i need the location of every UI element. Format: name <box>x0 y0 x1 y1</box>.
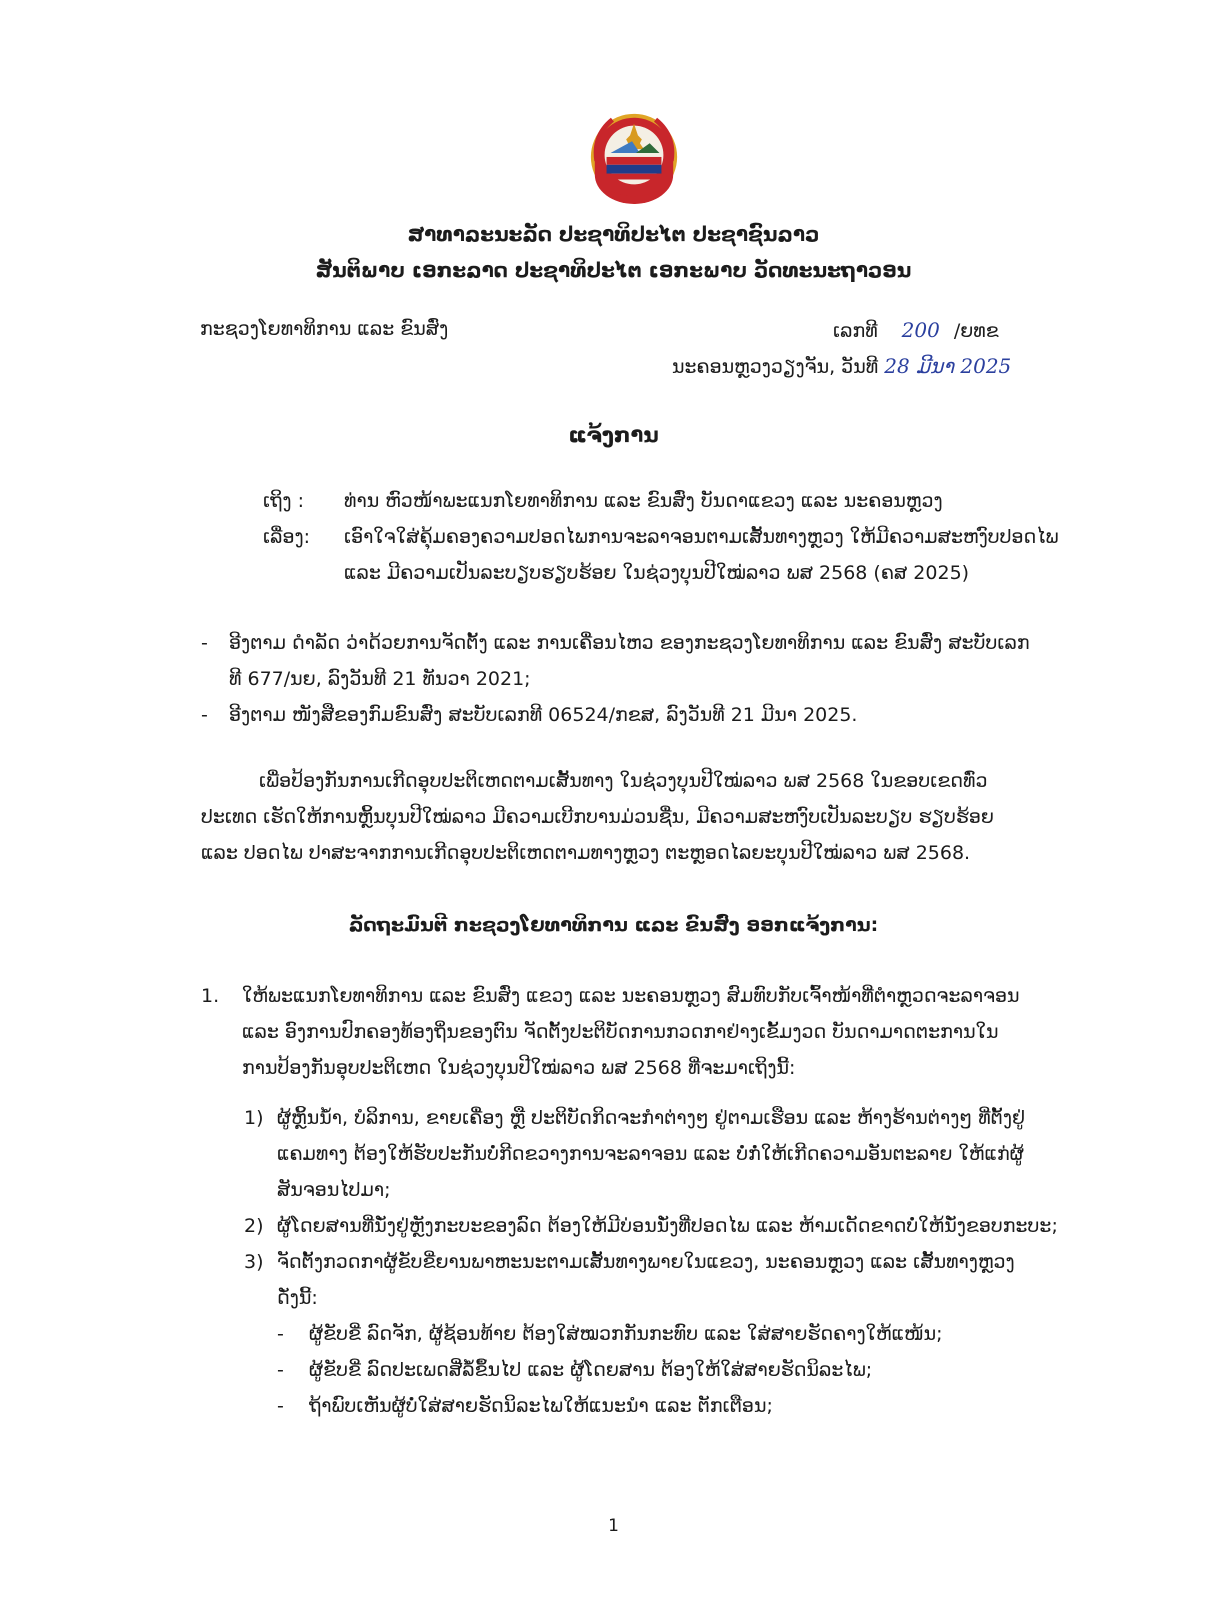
purpose-line-3: ແລະ ປອດໄພ ປາສະຈາກການເກີດອຸບປະຕິເຫດຕາມທາງຫຼວງ ຕະຫຼອດໄລຍະບຸນປີໃໝ່ລາວ ພສ 2568. <box>201 842 971 864</box>
bullet-1-text: ຜູ້ຂັບຂີ່ ລົດຈັກ, ຜູ້ຊ້ອນທ້າຍ ຕ້ອງໃສ່ໝວກກັນກະທົບ ແລະ ໃສ່ສາຍຮັດຄາງໃຫ້ແໜ້ນ; <box>309 1323 943 1345</box>
reference-1-line-2: ທີ 677/ນຍ, ລົງວັນທີ 21 ທັນວາ 2021; <box>229 668 531 690</box>
subitem-2-number: 2) <box>244 1215 264 1237</box>
subitem-1-number: 1) <box>244 1107 264 1129</box>
reference-2-line-1: ອີງຕາມ ໜັງສືຂອງກົມຂົນສົ່ງ ສະບັບເລກທີ 06524/ກຂສ, ລົງວັນທີ 21 ມີນາ 2025. <box>229 704 858 726</box>
decree-line: ລັດຖະມົນຕີ ກະຊວງໂຍທາທິການ ແລະ ຂົນສົ່ງ ອອກແຈ້ງການ: <box>348 914 879 936</box>
subject-line-2: ແລະ ມີຄວາມເປັນລະບຽບຮຽບຮ້ອຍ ໃນຊ່ວງບຸນປີໃໝ່ລາວ ພສ 2568 (ຄສ 2025) <box>344 562 970 584</box>
subitem-1-line-2: ແຄມທາງ ຕ້ອງໃຫ້ຮັບປະກັນບໍ່ກີດຂວາງການຈະລາຈອນ ແລະ ບໍ່ກໍ່ໃຫ້ເກີດຄວາມອັນຕະລາຍ ໃຫ້ແກ່ຜູ້ <box>277 1143 1024 1165</box>
subitem-3-line-1: ຈັດຕັ້ງກວດກາຜູ້ຂັບຂີ່ຍານພາຫະນະຕາມເສັ້ນທາງພາຍໃນແຂວງ, ນະຄອນຫຼວງ ແລະ ເສັ້ນທາງຫຼວງ <box>277 1251 1015 1273</box>
reference-number <box>833 318 999 342</box>
document-title: ແຈ້ງການ <box>568 423 659 447</box>
subitem-2-line-1: ຜູ້ໂດຍສານທີ່ນັ່ງຢູ່ຫຼັງກະບະຂອງລົດ ຕ້ອງໃຫ້ມີບ່ອນນັ່ງທີ່ປອດໄພ ແລະ ຫ້າມເດັດຂາດບໍ່ໃຫ້ນັ່ງຂອບກະບະ; <box>277 1215 1058 1237</box>
purpose-line-2: ປະເທດ ເຮັດໃຫ້ການຫຼິ້ນບຸນປີໃໝ່ລາວ ມີຄວາມເບີກບານມ່ວນຊື່ນ, ມີຄວາມສະຫງົບເປັນລະບຽບ ຮຽບຮ້ອຍ <box>201 806 994 828</box>
purpose-line-1: ເພື່ອປ້ອງກັນການເກີດອຸບປະຕິເຫດຕາມເສັ້ນທາງ ໃນຊ່ວງບຸນປີໃໝ່ລາວ ພສ 2568 ໃນຂອບເຂດທົ່ວ <box>259 770 988 792</box>
subitem-1-line-3: ສັນຈອນໄປມາ; <box>277 1179 391 1201</box>
place-and-date <box>672 354 1011 378</box>
item-1-number: 1. <box>201 985 220 1007</box>
page-number: 1 <box>608 1516 619 1536</box>
reference-1-line-1: ອີງຕາມ ດຳລັດ ວ່າດ້ວຍການຈັດຕັ້ງ ແລະ ການເຄື່ອນໄຫວ ຂອງກະຊວງໂຍທາທິການ ແລະ ຂົນສົ່ງ ສະບັບເລກ <box>229 632 1030 654</box>
subitem-1-line-1: ຜູ້ຫຼິ້ນນ້ຳ, ບໍລິການ, ຂາຍເຄື່ອງ ຫຼື ປະຕິບັດກິດຈະກຳຕ່າງໆ ຢູ່ຕາມເຮືອນ ແລະ ຫ້າງຮ້ານຕ່າງໆ ທີ່ຕັ້ງຢູ່ <box>277 1107 1026 1129</box>
reference-1-dash: - <box>201 632 208 654</box>
to-recipient: ທ່ານ ຫົວໜ້າພະແນກໂຍທາທິການ ແລະ ຂົນສົ່ງ ບັນດາແຂວງ ແລະ ນະຄອນຫຼວງ <box>344 490 943 512</box>
country-name-line: ສາທາລະນະລັດ ປະຊາທິປະໄຕ ປະຊາຊົນລາວ <box>407 222 820 246</box>
bullet-2-dash: - <box>277 1359 284 1381</box>
item-1-line-2: ແລະ ອົງການປົກຄອງທ້ອງຖິ່ນຂອງຕົນ ຈັດຕັ້ງປະຕິບັດການກວດກາຢ່າງເຂັ້ມງວດ ບັນດາມາດຕະການໃນ <box>242 1021 999 1043</box>
place-date-label: ນະຄອນຫຼວງວຽງຈັນ, ວັນທີ <box>672 356 879 378</box>
date-handwritten: 28 ມີນາ 2025 <box>884 354 1012 378</box>
reference-label: ເລກທີ <box>833 320 878 342</box>
subitem-3-line-2: ດັ່ງນີ້: <box>277 1287 318 1309</box>
bullet-1-dash: - <box>277 1323 284 1345</box>
subitem-3-number: 3) <box>244 1251 264 1273</box>
bullet-3-text: ຖ້າພົບເຫັນຜູ້ບໍ່ໃສ່ສາຍຮັດນິລະໄພໃຫ້ແນະນຳ ແລະ ຕັກເຕືອນ; <box>309 1395 773 1417</box>
national-motto-line: ສັນຕິພາບ ເອກະລາດ ປະຊາທິປະໄຕ ເອກະພາບ ວັດທະນະຖາວອນ <box>315 258 912 282</box>
subject-line-1: ເອົາໃຈໃສ່ຄຸ້ມຄອງຄວາມປອດໄພການຈະລາຈອນຕາມເສັ້ນທາງຫຼວງ ໃຫ້ມີຄວາມສະຫງົບປອດໄພ <box>344 526 1059 548</box>
lao-national-emblem-icon <box>585 105 683 205</box>
item-1-line-3: ການປ້ອງກັນອຸບປະຕິເຫດ ໃນຊ່ວງບຸນປີໃໝ່ລາວ ພສ 2568 ທີ່ຈະມາເຖິງນີ້: <box>242 1057 796 1079</box>
bullet-2-text: ຜູ້ຂັບຂີ່ ລົດປະເພດສີ່ລໍ້ຂຶ້ນໄປ ແລະ ຜູ້ໂດຍສານ ຕ້ອງໃຫ້ໃສ່ສາຍຮັດນິລະໄພ; <box>309 1359 873 1381</box>
reference-number-handwritten: 200 <box>901 318 940 342</box>
to-label: ເຖິງ : <box>263 490 304 512</box>
subject-label: ເລື່ອງ: <box>263 526 311 548</box>
bullet-3-dash: - <box>277 1395 284 1417</box>
reference-2-dash: - <box>201 704 208 726</box>
reference-suffix: /ຍທຂ <box>953 320 999 342</box>
item-1-line-1: ໃຫ້ພະແນກໂຍທາທິການ ແລະ ຂົນສົ່ງ ແຂວງ ແລະ ນະຄອນຫຼວງ ສົມທົບກັບເຈົ້າໜ້າທີ່ຕຳຫຼວດຈະລາຈອນ <box>242 985 1020 1007</box>
issuing-ministry: ກະຊວງໂຍທາທິການ ແລະ ຂົນສົ່ງ <box>200 318 449 340</box>
